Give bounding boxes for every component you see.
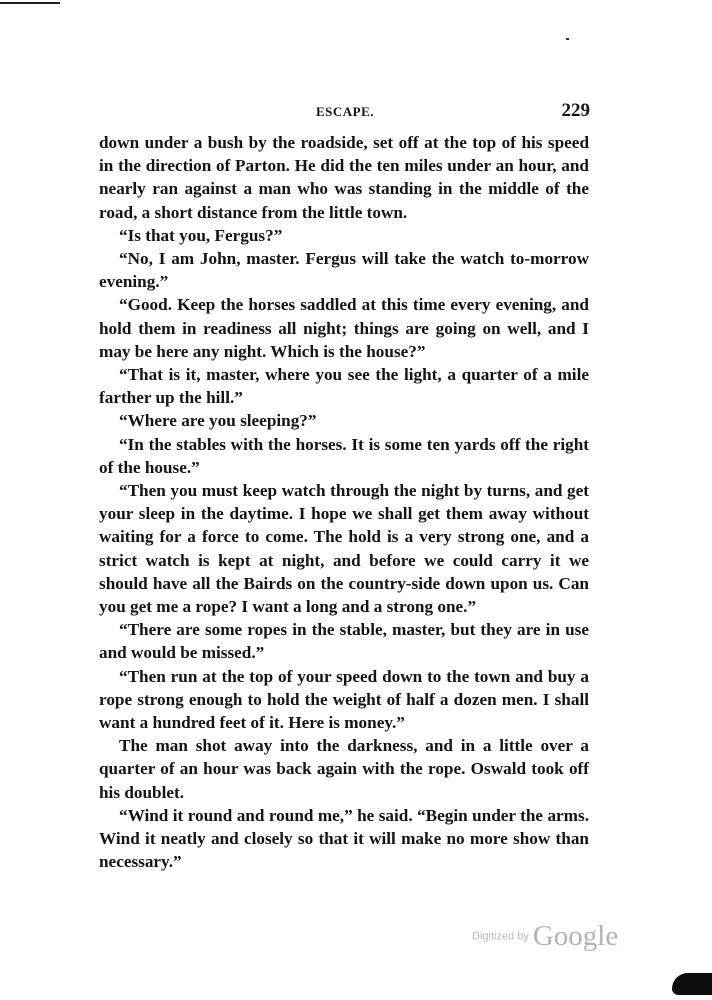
paragraph: “Then you must keep watch through the night by turns, and get your sleep in the daytime. I hope we shall get them away without waiting for a force to come. The hold is a very strong one, and a strict watch is kept at night, and before we could carry it we should have all the Bairds on the country-side down upon us. Can you get me a rope? I want a long and a strong one.” xyxy=(99,481,589,617)
watermark-prefix: Digitized by xyxy=(472,930,529,943)
paragraph: down under a bush by the roadside, set off at the top of his speed in the direction of Parton. He did the ten miles under an hour, and nearly ran against a man who was standing in the middle of the road, a short distance from the little town. xyxy=(99,133,589,222)
paragraph: “Then run at the top of your speed down to the town and buy a rope strong enough to hold the weight of half a dozen men. I shall want a hundred feet of it. Here is money.” xyxy=(99,666,589,733)
body-text xyxy=(99,131,589,874)
google-logo: Google xyxy=(532,920,619,952)
paragraph: “In the stables with the horses. It is some ten yards off the right of the house.” xyxy=(99,434,589,477)
paragraph: “Wind it round and round me,” he said. “Begin under the arms. Wind it neatly and closely so that it will make no more show than necessary.” xyxy=(99,805,589,872)
paragraph: “No, I am John, master. Fergus will take the watch to-morrow evening.” xyxy=(99,249,589,292)
page-number: 229 xyxy=(561,100,590,121)
paragraph: “Good. Keep the horses saddled at this time every evening, and hold them in readiness all night; things are going on well, and I may be here any night. Which is the house?” xyxy=(99,295,589,361)
running-title: ESCAPE. xyxy=(315,104,375,119)
top-left-rule xyxy=(0,2,60,4)
paragraph: “Where are you sleeping?” xyxy=(119,411,317,431)
digitized-watermark xyxy=(472,920,618,953)
page-edge-blot xyxy=(672,973,712,995)
page-speck xyxy=(566,38,569,40)
running-header xyxy=(100,100,590,124)
paragraph: The man shot away into the darkness, and in a little over a quarter of an hour was back again with the rope. Oswald took off his doublet. xyxy=(99,736,589,802)
paragraph: “There are some ropes in the stable, master, but they are in use and would be missed.” xyxy=(99,620,589,663)
paragraph: “Is that you, Fergus?” xyxy=(119,225,283,245)
paragraph: “That is it, master, where you see the light, a quarter of a mile farther up the hill.” xyxy=(99,365,589,408)
